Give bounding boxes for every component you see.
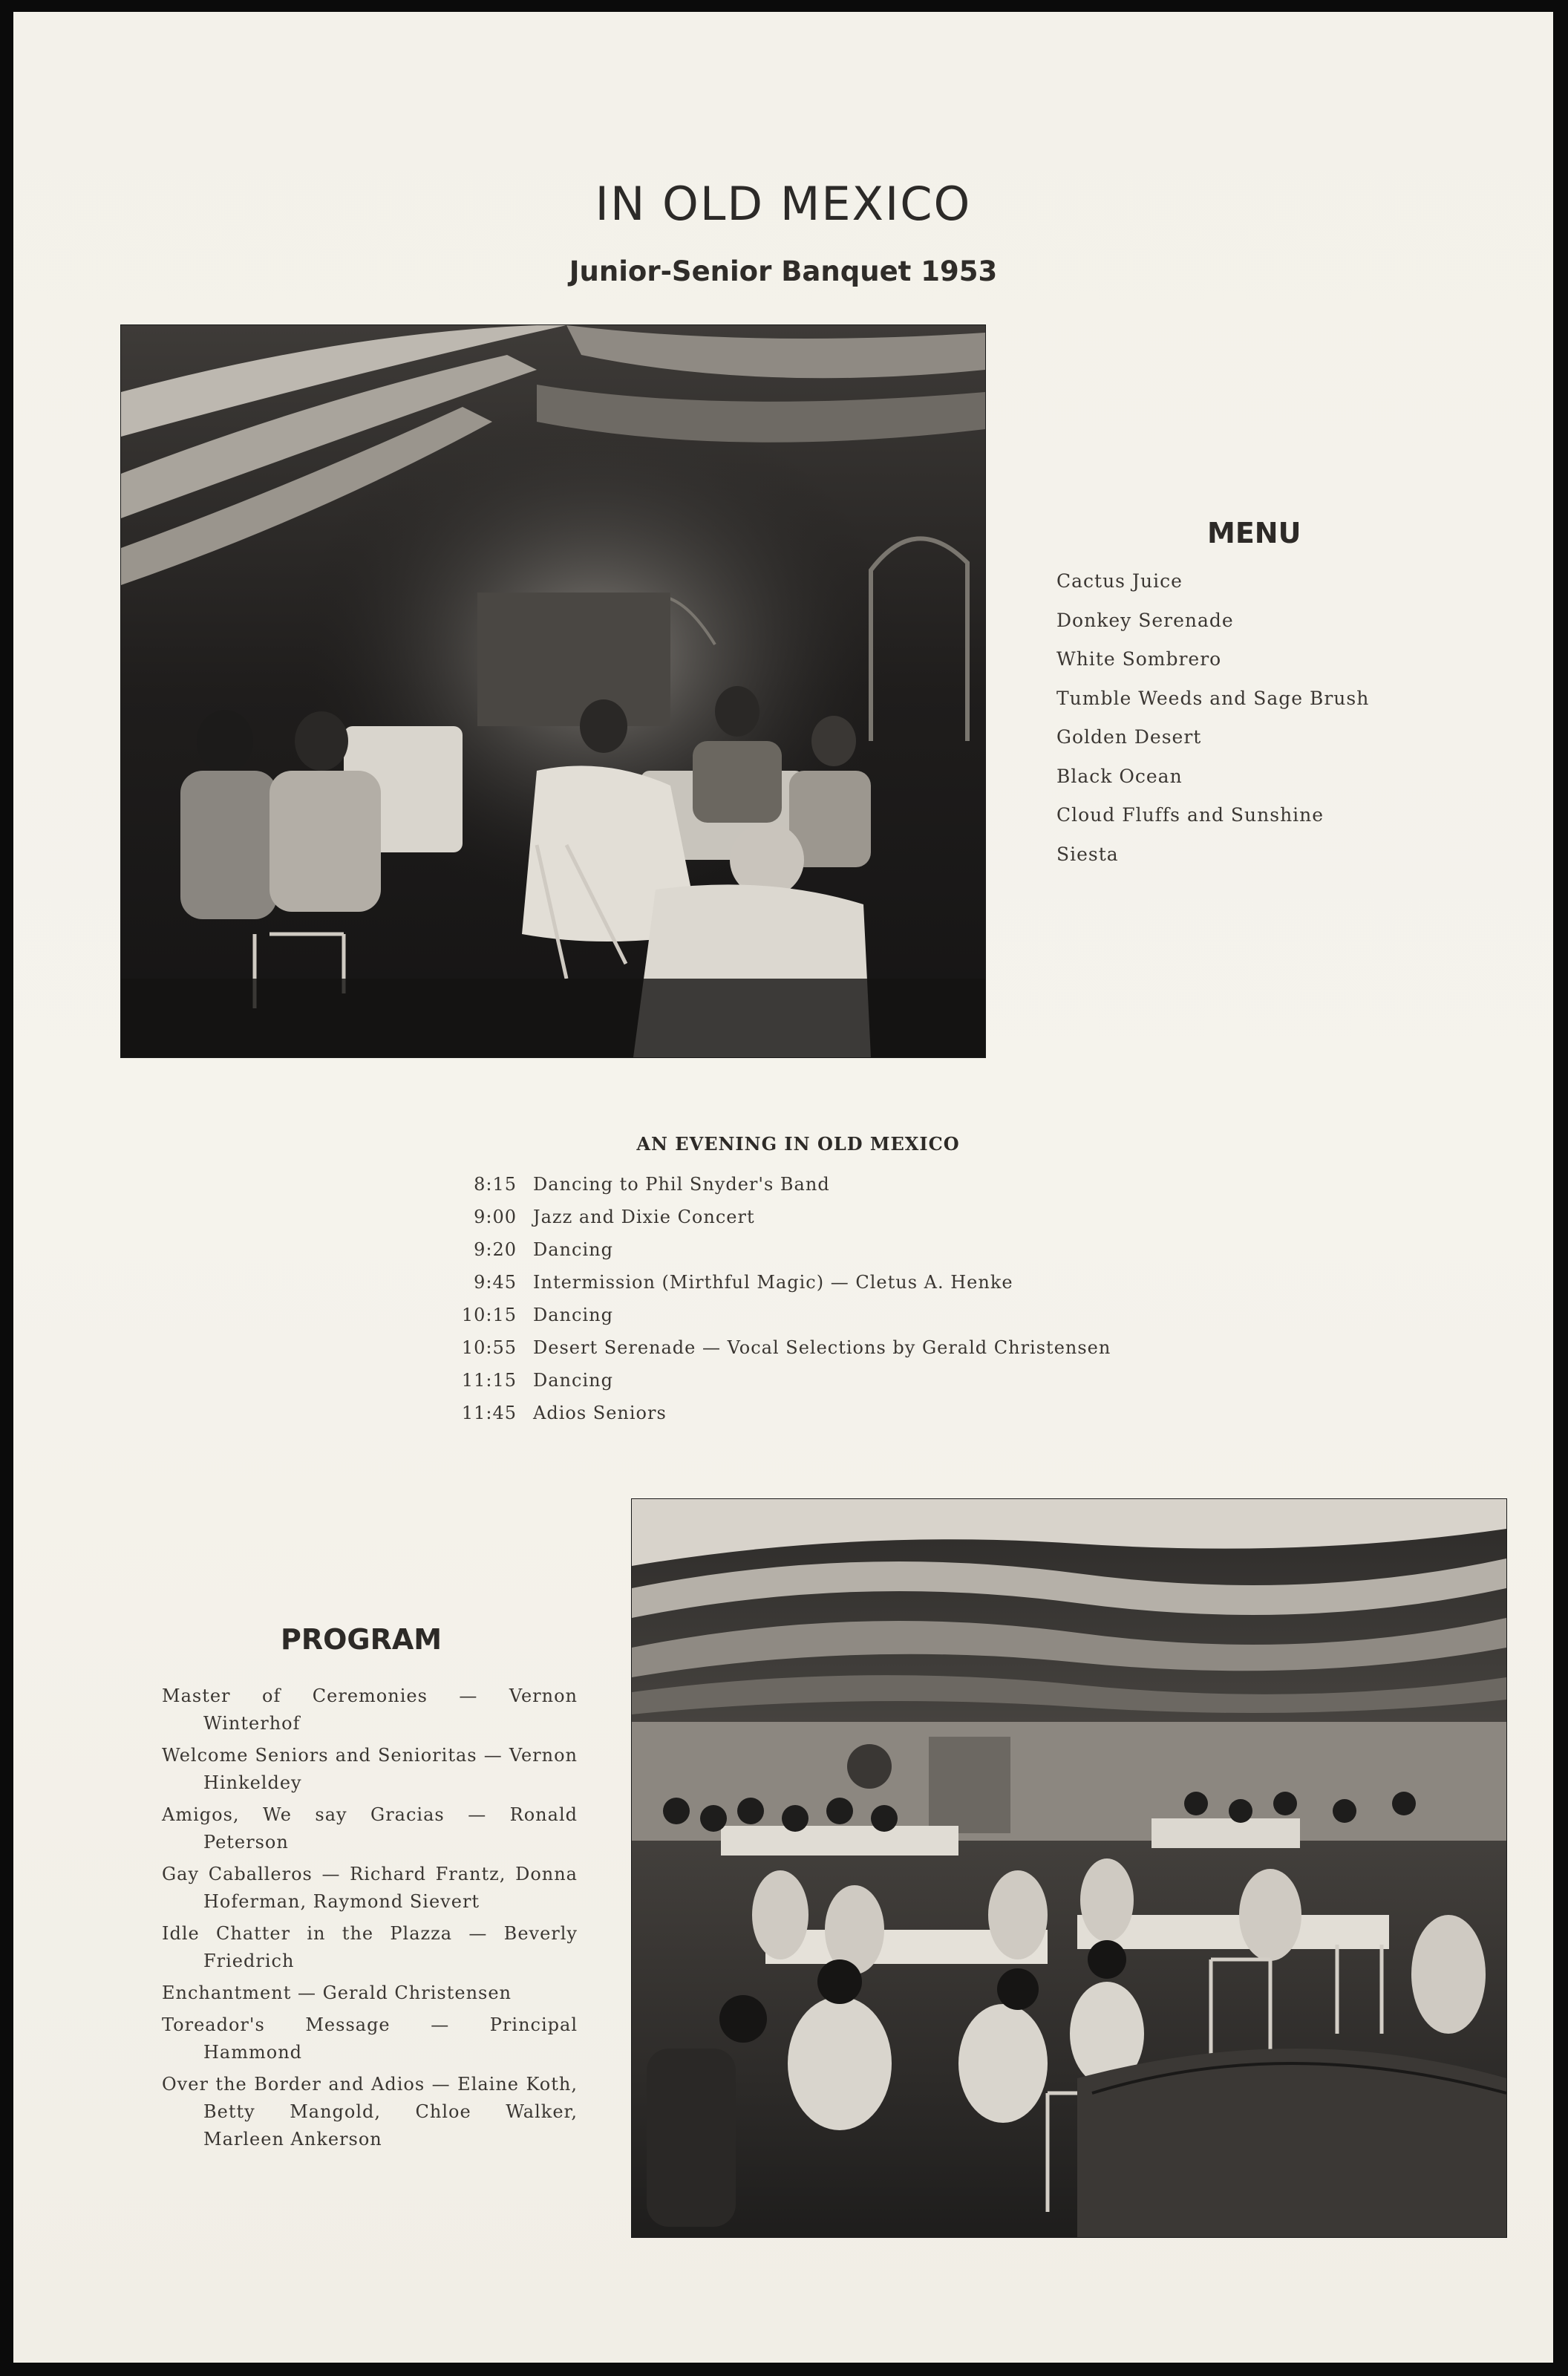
schedule-event: Intermission (Mirthful Magic) — Cletus A. Henke <box>533 1272 1013 1293</box>
page-title: IN OLD MEXICO <box>595 177 972 231</box>
menu-item: Tumble Weeds and Sage Brush <box>1056 687 1370 709</box>
program-item: Welcome Seniors and Senioritas — Vernon Hinkeldey <box>162 1745 578 1793</box>
schedule-event: Dancing <box>533 1370 613 1391</box>
program-item: Master of Ceremonies — Vernon Winterhof <box>162 1685 578 1734</box>
schedule-time: 10:15 <box>461 1305 517 1325</box>
menu-item: Cactus Juice <box>1056 570 1183 592</box>
schedule-time: 11:45 <box>461 1403 517 1423</box>
menu-list <box>1056 570 1369 882</box>
schedule-time: 10:55 <box>461 1337 517 1358</box>
schedule-event: Dancing to Phil Snyder's Band <box>533 1174 830 1195</box>
banquet-photo-bottom <box>631 1498 1507 2238</box>
menu-item: Cloud Fluffs and Sunshine <box>1056 804 1324 826</box>
schedule-event: Desert Serenade — Vocal Selections by Gerald Christensen <box>533 1337 1111 1358</box>
menu-heading: MENU <box>1207 517 1301 549</box>
page-subtitle: Junior-Senior Banquet 1953 <box>569 255 998 287</box>
schedule-row <box>444 1206 1111 1238</box>
menu-item: Black Ocean <box>1056 765 1183 787</box>
schedule-time: 9:45 <box>474 1272 517 1293</box>
program-item: Idle Chatter in the Plazza — Beverly Friedrich <box>162 1923 578 1971</box>
schedule-row <box>444 1271 1111 1304</box>
menu-item: White Sombrero <box>1056 648 1222 670</box>
program-item: Toreador's Message — Principal Hammond <box>162 2014 578 2063</box>
menu-item: Golden Desert <box>1056 726 1202 748</box>
menu-item: Donkey Serenade <box>1056 609 1234 631</box>
schedule-event: Dancing <box>533 1239 613 1260</box>
banquet-photo-top <box>120 324 986 1058</box>
schedule-row <box>444 1336 1111 1369</box>
schedule-time: 11:15 <box>461 1370 517 1391</box>
program-heading: PROGRAM <box>281 1623 442 1656</box>
menu-item: Siesta <box>1056 843 1119 865</box>
schedule-row <box>444 1173 1111 1206</box>
program-item: Enchantment — Gerald Christensen <box>162 1982 512 2003</box>
schedule-event: Adios Seniors <box>533 1403 667 1423</box>
program-item: Amigos, We say Gracias — Ronald Peterson <box>162 1804 578 1853</box>
schedule-time: 9:20 <box>474 1239 517 1260</box>
program-item: Gay Caballeros — Richard Frantz, Donna Hoferman, Raymond Sievert <box>162 1864 578 1912</box>
schedule-event: Jazz and Dixie Concert <box>533 1207 755 1227</box>
schedule-time: 8:15 <box>474 1174 517 1195</box>
schedule-event: Dancing <box>533 1305 613 1325</box>
program-item: Over the Border and Adios — Elaine Koth, Betty Mangold, Chloe Walker, Marleen Ankerson <box>162 2074 578 2150</box>
yearbook-page <box>13 12 1553 2363</box>
program-list <box>162 1683 578 2158</box>
schedule-time: 9:00 <box>474 1207 517 1227</box>
evening-schedule <box>444 1173 1111 1435</box>
schedule-row <box>444 1304 1111 1336</box>
schedule-row <box>444 1238 1111 1271</box>
evening-heading: AN EVENING IN OLD MEXICO <box>636 1133 960 1155</box>
schedule-row <box>444 1402 1111 1435</box>
schedule-row <box>444 1369 1111 1402</box>
